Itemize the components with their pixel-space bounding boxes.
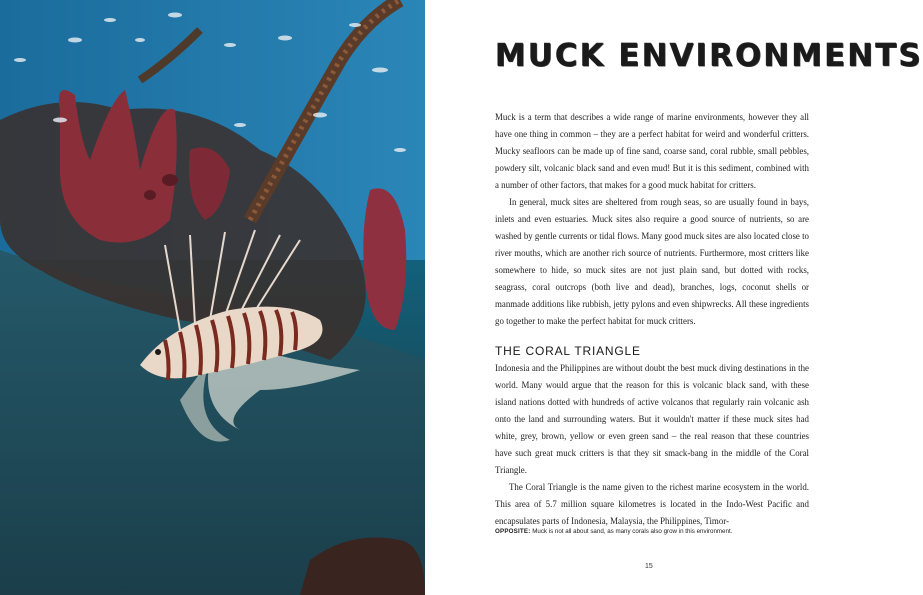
caption-label: OPPOSITE: (495, 528, 531, 535)
intro-text (495, 109, 809, 330)
paragraph: Indonesia and the Philippines are without doubt the best muck diving destinations in the world. Many would argue that the reason for this is volcanic black sand, with these island nations dotted with hundreds of active volcanos that regularly rain volcanic ash onto the land and surrounding waters. But it wouldn't matter if these muck sites had white, grey, brown, yellow or even green sand – the real reason that these countries have such great muck critters is that they sit smack-bang in the middle of the Coral Triangle. (495, 363, 809, 475)
section-heading: THE CORAL TRIANGLE (495, 344, 641, 358)
text-page (425, 0, 923, 595)
lionfish-photo (0, 0, 425, 595)
section-text (495, 360, 809, 530)
paragraph: The Coral Triangle is the name given to the richest marine ecosystem in the world. This area of 5.7 million square kilometres is located in the Indo-West Pacific and encapsulates parts of Indonesia, Malaysia, the Philippines, Timor- (495, 482, 809, 526)
paragraph: Muck is a term that describes a wide range of marine environments, however they all have one thing in common – they are a perfect habitat for weird and wonderful critters. Mucky seafloors can be made up of fine sand, coarse sand, coral rubble, small pebbles, powdery silt, volcanic black sand and even mud! But it is this sediment, combined with a number of other factors, that makes for a good muck habitat for critters. (495, 112, 809, 190)
paragraph: In general, muck sites are sheltered from rough seas, so are usually found in bays, inlets and even estuaries. Muck sites also require a good source of nutrients, so are washed by gentle currents or tidal flows. Many good muck sites are also located close to river mouths, which are another rich source of nutrients. Furthermore, most critters like somewhere to hide, so muck sites are not just plain sand, but dotted with rocks, seagrass, coral outcrops (both live and dead), branches, logs, coconut shells or manmade additions like rubbish, jetty pylons and even shipwrecks. All these ingredients go together to make the perfect habitat for muck critters. (495, 197, 809, 326)
caption-text: Muck is not all about sand, as many corals also grow in this environment. (530, 528, 733, 535)
photo-caption (495, 528, 825, 535)
page-number: 15 (645, 563, 653, 570)
underwater-scene-illustration (0, 0, 425, 595)
page-title: MUCK ENVIRONMENTS (495, 38, 923, 74)
